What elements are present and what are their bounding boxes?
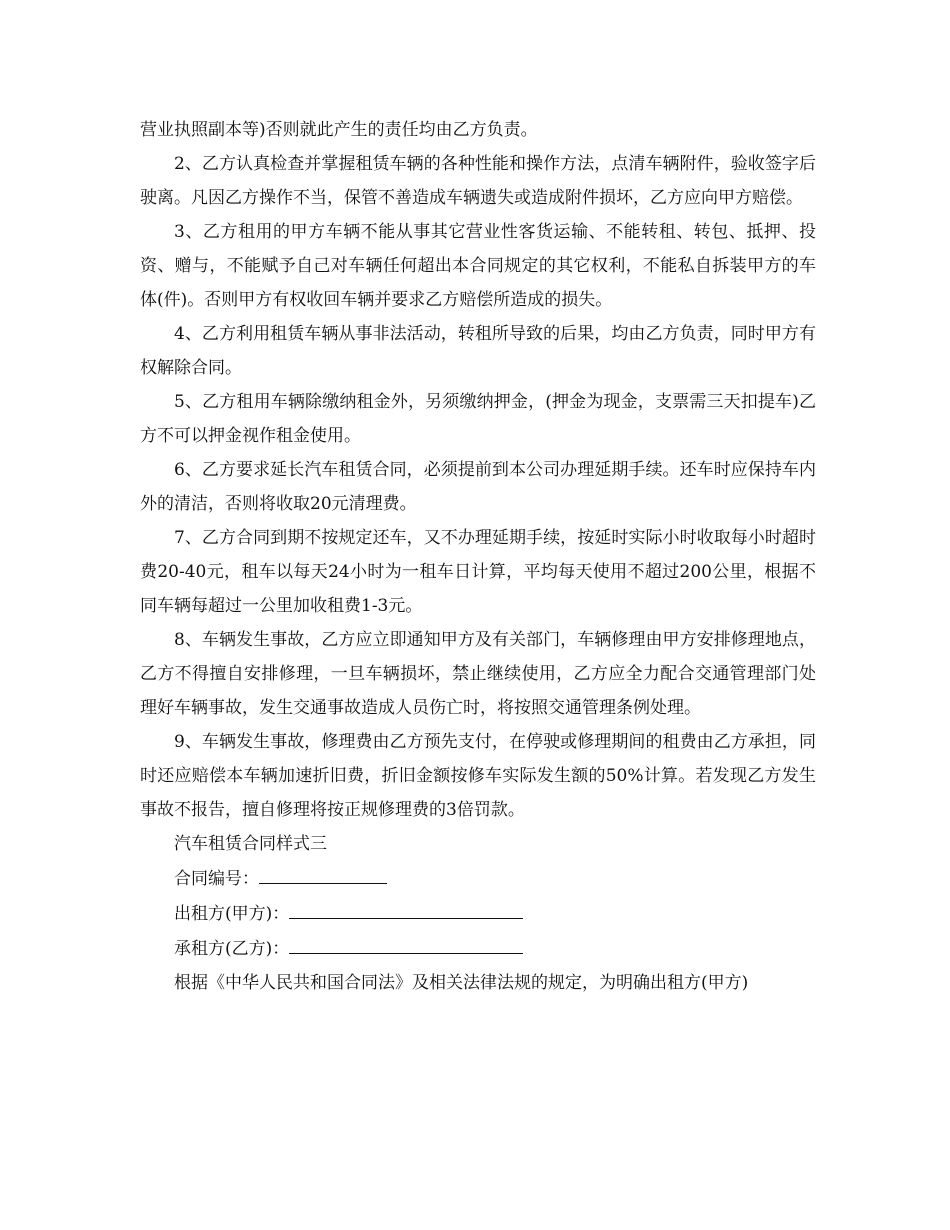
lessee-label: 承租方(乙方)： bbox=[174, 939, 290, 959]
clause-3: 3、乙方租用的甲方车辆不能从事其它营业性客货运输、不能转租、转包、抵押、投资、赠与，不能赋予自己对车辆任何超出本合同规定的其它权利，不能私自拆装甲方的车体(件)。否则甲方有权收回车辆并要求乙方赔偿所造成的损失。 bbox=[140, 222, 816, 310]
closing-paragraph: 根据《中华人民共和国合同法》及相关法律法规的规定，为明确出租方(甲方) bbox=[174, 973, 749, 993]
clause-2: 2、乙方认真检查并掌握租赁车辆的各种性能和操作方法，点清车辆附件，验收签字后驶离。凡因乙方操作不当，保管不善造成车辆遗失或造成附件损坏，乙方应向甲方赔偿。 bbox=[140, 154, 816, 208]
clause-4: 4、乙方利用租赁车辆从事非法活动，转租所导致的后果，均由乙方负责，同时甲方有权解除合同。 bbox=[140, 324, 816, 378]
paragraph-continuation: 营业执照副本等)否则就此产生的责任均由乙方负责。 bbox=[140, 120, 538, 140]
section-title: 汽车租赁合同样式三 bbox=[174, 834, 327, 854]
lessor-label: 出租方(甲方)： bbox=[174, 904, 290, 924]
clause-5: 5、乙方租用车辆除缴纳租金外，另须缴纳押金，(押金为现金，支票需三天扣提车)乙方不可以押金视作租金使用。 bbox=[140, 392, 816, 446]
clause-6: 6、乙方要求延长汽车租赁合同，必须提前到本公司办理延期手续。还车时应保持车内外的清洁，否则将收取20元清理费。 bbox=[140, 460, 816, 514]
lessee-row bbox=[140, 931, 816, 966]
lessor-row bbox=[140, 896, 816, 931]
lessee-blank bbox=[289, 931, 523, 954]
clause-8: 8、车辆发生事故，乙方应立即通知甲方及有关部门，车辆修理由甲方安排修理地点，乙方不得擅自安排修理，一旦车辆损坏，禁止继续使用，乙方应全力配合交通管理部门处理好车辆事故，发生交通事故造成人员伤亡时，将按照交通管理条例处理。 bbox=[140, 630, 816, 718]
contract-number-label: 合同编号： bbox=[174, 869, 259, 889]
clause-7: 7、乙方合同到期不按规定还车，又不办理延期手续，按延时实际小时收取每小时超时费20-40元，租车以每天24小时为一租车日计算，平均每天使用不超过200公里，根据不同车辆每超过一公里加收租费1-3元。 bbox=[140, 528, 816, 616]
contract-number-blank bbox=[259, 861, 387, 884]
clause-9: 9、车辆发生事故，修理费由乙方预先支付，在停驶或修理期间的租费由乙方承担，同时还应赔偿本车辆加速折旧费，折旧金额按修车实际发生额的50%计算。若发现乙方发生事故不报告，擅自修理将按正规修理费的3倍罚款。 bbox=[140, 732, 816, 820]
document-body bbox=[140, 113, 816, 1000]
contract-number-row bbox=[140, 861, 816, 896]
lessor-blank bbox=[289, 896, 523, 919]
